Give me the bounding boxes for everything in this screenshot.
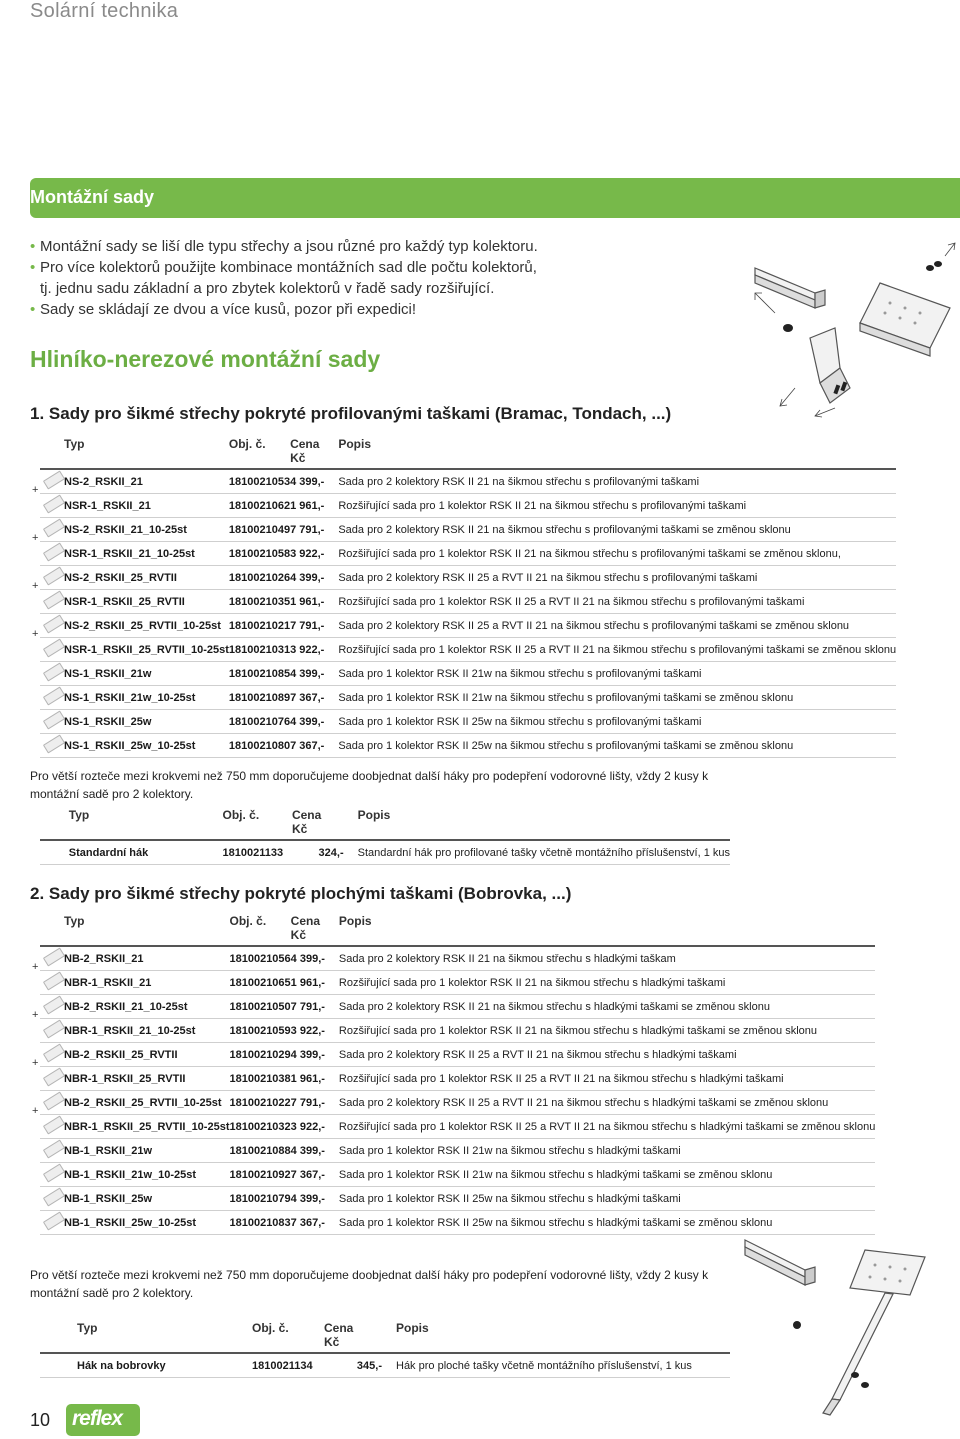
bullet-item: • Montážní sady se liší dle typu střechy a jsou různé pro každý typ kolektoru. [30,238,538,255]
row-obj: 1810021032 [229,1115,290,1139]
rail-thumbnail-icon [43,1211,65,1230]
table-row [40,1187,875,1211]
row-typ: NB-2_RSKII_21_10-25st [64,995,229,1019]
row-cena: 7 367,- [291,1211,339,1235]
table-row [40,710,896,734]
row-cena: 4 399,- [290,566,338,590]
section-title: Solární technika [30,0,179,22]
row-cena: 3 922,- [290,542,338,566]
table-row: Standardní hák 1810021133 324,- Standardní hák pro profilované tašky včetně montážního příslušenství, 1 kus [40,840,730,865]
rail-thumbnail-icon [43,566,65,585]
row-kit-icon [32,484,64,518]
row-obj: 1810021083 [229,1211,290,1235]
bullet-dot-icon: • [30,301,36,318]
row-typ: NSR-1_RSKII_21_10-25st [64,542,229,566]
rail-thumbnail-icon [43,734,65,753]
row-cena: 4 399,- [290,662,338,686]
row-kit-icon [40,946,64,971]
mounting-rail-illustration-icon [740,238,960,418]
row-typ: NS-2_RSKII_21 [64,469,229,494]
section-banner [30,178,960,218]
row-cena: 7 791,- [290,518,338,542]
row-popis: Rozšiřující sada pro 1 kolektor RSK II 21 na šikmou střechu s profilovanými taškami [338,494,896,518]
rail-thumbnail-icon [43,494,65,513]
plus-icon: + [32,484,39,496]
row-kit-icon [32,1105,64,1139]
row-kit-icon [32,532,64,566]
table-row [40,542,896,566]
table-row [40,995,875,1019]
rail-thumbnail-icon [43,995,65,1014]
rail-thumbnail-icon [43,590,65,609]
rail-thumbnail-icon [43,1139,65,1158]
row-obj: 1810021038 [229,1067,290,1091]
rail-thumbnail-icon [43,1163,65,1182]
row-popis: Rozšiřující sada pro 1 kolektor RSK II 21 na šikmou střechu s hladkými taškami se změnou sklonu [339,1019,875,1043]
plus-icon: + [32,1105,39,1117]
section1-table [32,437,897,758]
row-popis: Sada pro 2 kolektory RSK II 21 na šikmou střechu s hladkými taškami se změnou sklonu [339,995,875,1019]
plus-icon: + [32,1009,39,1021]
bullet-dot-icon: • [30,259,36,276]
subheading: Hliníko-nerezové montážní sady [30,346,381,372]
row-cena: 1 961,- [291,1067,339,1091]
table-row [40,590,896,614]
row-obj: 1810021029 [229,1043,290,1067]
section1-hook-table [40,808,730,865]
row-typ: NSR-1_RSKII_25_RVTII_10-25st [64,638,229,662]
bullet-continuation: tj. jednu sadu základní a pro zbytek kolektorů v řadě sady rozšiřující. [40,280,495,297]
table-row [40,518,896,542]
row-typ: NS-2_RSKII_25_RVTII_10-25st [64,614,229,638]
col-obj: Obj. č. [229,437,290,469]
row-popis: Sada pro 2 kolektory RSK II 25 a RVT II 21 na šikmou střechu s profilovanými taškami [338,566,896,590]
row-popis: Rozšiřující sada pro 1 kolektor RSK II 25 a RVT II 21 na šikmou střechu s hladkými taškami [339,1067,875,1091]
row-popis: Sada pro 2 kolektory RSK II 25 a RVT II 21 na šikmou střechu s hladkými taškami se změnou sklonu [339,1091,875,1115]
row-popis: Sada pro 2 kolektory RSK II 21 na šikmou střechu s profilovanými taškami se změnou sklonu [338,518,896,542]
row-obj: 1810021080 [229,734,290,758]
row-kit-icon [40,1211,64,1235]
row-cena: 4 399,- [290,469,338,494]
row-obj: 1810021076 [229,710,290,734]
plus-icon: + [32,1057,39,1069]
row-popis: Sada pro 1 kolektor RSK II 21w na šikmou střechu s profilovanými taškami [338,662,896,686]
row-cena: 1 961,- [290,590,338,614]
row-typ: NBR-1_RSKII_21_10-25st [64,1019,229,1043]
row-typ: NS-1_RSKII_21w [64,662,229,686]
hook-illustration-icon [735,1215,935,1425]
table-row [40,638,896,662]
row-cena: 3 922,- [291,1115,339,1139]
section2-hook-table [40,1321,730,1378]
row-kit-icon [40,566,64,590]
row-obj: 1810021021 [229,614,290,638]
intro-bullets [30,236,670,320]
col-cena: Cena Kč [290,437,338,469]
table-row [40,662,896,686]
rail-thumbnail-icon [43,1019,65,1038]
bullet-dot-icon: • [30,238,36,255]
row-kit-icon [40,662,64,686]
row-kit-icon [40,734,64,758]
row-obj: 1810021089 [229,686,290,710]
row-typ: NB-2_RSKII_21 [64,946,229,971]
row-cena: 4 399,- [290,710,338,734]
row-typ: NS-2_RSKII_25_RVTII [64,566,229,590]
row-typ: NBR-1_RSKII_25_RVTII_10-25st [64,1115,229,1139]
row-obj: 1810021026 [229,566,290,590]
row-cena: 1 961,- [291,971,339,995]
row-popis: Sada pro 1 kolektor RSK II 25w na šikmou střechu s profilovanými taškami se změnou sklonu [338,734,896,758]
rail-thumbnail-icon [43,1067,65,1086]
rail-thumbnail-icon [43,638,65,657]
row-popis: Sada pro 2 kolektory RSK II 25 a RVT II 21 na šikmou střechu s hladkými taškami [339,1043,875,1067]
row-typ: NB-1_RSKII_25w_10-25st [64,1211,229,1235]
table-row [40,1019,875,1043]
row-typ: NB-1_RSKII_25w [64,1187,229,1211]
row-typ: NS-1_RSKII_21w_10-25st [64,686,229,710]
rail-thumbnail-icon [43,1043,65,1062]
row-popis: Sada pro 1 kolektor RSK II 21w na šikmou střechu s hladkými taškami se změnou sklonu [339,1163,875,1187]
row-kit-icon [40,469,64,494]
table-row [40,1067,875,1091]
row-obj: 1810021053 [229,469,290,494]
row-popis: Sada pro 1 kolektor RSK II 25w na šikmou střechu s profilovanými taškami [338,710,896,734]
section2-title: 2. Sady pro šikmé střechy pokryté plochými taškami (Bobrovka, ...) [30,884,572,903]
row-popis: Sada pro 1 kolektor RSK II 25w na šikmou střechu s hladkými taškami [339,1187,875,1211]
row-typ: NB-2_RSKII_25_RVTII [64,1043,229,1067]
rail-thumbnail-icon [43,947,65,966]
row-cena: 4 399,- [291,946,339,971]
row-cena: 7 367,- [291,1163,339,1187]
row-kit-icon [40,614,64,638]
row-cena: 4 399,- [291,1187,339,1211]
row-typ: NS-1_RSKII_25w [64,710,229,734]
table-row [40,469,896,494]
col-typ: Typ [64,437,229,469]
plus-icon: + [32,532,39,544]
rail-thumbnail-icon [43,1091,65,1110]
row-kit-icon [32,580,64,614]
reflex-logo: reflex [66,1404,140,1436]
table-header [40,437,896,469]
rail-thumbnail-icon [43,971,65,990]
row-typ: NB-1_RSKII_21w [64,1139,229,1163]
plus-icon: + [32,961,39,973]
row-typ: NSR-1_RSKII_25_RVTII [64,590,229,614]
row-kit-icon [32,961,64,995]
table-row [40,1139,875,1163]
row-popis: Rozšiřující sada pro 1 kolektor RSK II 25 a RVT II 21 na šikmou střechu s profilovanými taškami se změnou sklonu [338,638,896,662]
table-header: Typ Obj. č. Cena Kč Popis [40,914,875,946]
row-obj: 1810021088 [229,1139,290,1163]
row-obj: 1810021049 [229,518,290,542]
row-popis: Rozšiřující sada pro 1 kolektor RSK II 21 na šikmou střechu s hladkými taškami [339,971,875,995]
table-row [40,686,896,710]
section2-note: Pro větší rozteče mezi krokvemi než 750 mm doporučujeme doobjednat další háky pro podepření vodorovné lišty, vždy 2 kusy k montážní sadě pro 2 kolektory. [30,1268,709,1300]
row-kit-icon [40,995,64,1019]
row-obj: 1810021065 [229,971,290,995]
row-obj: 1810021079 [229,1187,290,1211]
row-kit-icon [40,1163,64,1187]
table-row [40,971,875,995]
row-typ: NS-2_RSKII_21_10-25st [64,518,229,542]
row-kit-icon [40,710,64,734]
row-obj: 1810021085 [229,662,290,686]
table-row [40,946,875,971]
row-popis: Sada pro 2 kolektory RSK II 25 a RVT II 21 na šikmou střechu s profilovanými taškami se změnou sklonu [338,614,896,638]
row-obj: 1810021050 [229,995,290,1019]
row-popis: Rozšiřující sada pro 1 kolektor RSK II 21 na šikmou střechu s profilovanými taškami se změnou sklonu, [338,542,896,566]
table-row [40,1043,875,1067]
row-cena: 1 961,- [290,494,338,518]
row-kit-icon [32,1009,64,1043]
table-row [40,1115,875,1139]
rail-thumbnail-icon [43,614,65,633]
rail-thumbnail-icon [43,1115,65,1134]
row-popis: Sada pro 2 kolektory RSK II 21 na šikmou střechu s profilovanými taškami [338,469,896,494]
row-kit-icon [40,1091,64,1115]
row-cena: 7 367,- [290,686,338,710]
table-header: Typ Obj. č. Cena Kč Popis [40,808,730,840]
row-obj: 1810021031 [229,638,290,662]
row-typ: NB-1_RSKII_21w_10-25st [64,1163,229,1187]
plus-icon: + [32,628,39,640]
row-kit-icon [40,686,64,710]
row-popis: Rozšiřující sada pro 1 kolektor RSK II 25 a RVT II 21 na šikmou střechu s profilovanými taškami [338,590,896,614]
rail-thumbnail-icon [43,1187,65,1206]
rail-thumbnail-icon [43,542,65,561]
page-number: 10 [30,1410,51,1430]
table-header: Typ Obj. č. Cena Kč Popis [40,1321,730,1353]
row-obj: 1810021092 [229,1163,290,1187]
row-cena: 3 922,- [290,638,338,662]
table-row: Hák na bobrovky 1810021134 345,- Hák pro ploché tašky včetně montážního příslušenství, 1 kus [40,1353,730,1378]
bullet-item: • Sady se skládají ze dvou a více kusů, pozor při expedici! [30,301,417,318]
row-typ: NB-2_RSKII_25_RVTII_10-25st [64,1091,229,1115]
row-obj: 1810021056 [229,946,290,971]
col-popis: Popis [338,437,896,469]
table-row [40,566,896,590]
row-cena: 7 791,- [290,614,338,638]
row-popis: Sada pro 1 kolektor RSK II 21w na šikmou střechu s profilovanými taškami se změnou sklonu [338,686,896,710]
row-obj: 1810021035 [229,590,290,614]
row-cena: 7 367,- [290,734,338,758]
row-kit-icon [32,1057,64,1091]
rail-thumbnail-icon [43,470,65,489]
table-row [40,614,896,638]
row-typ: NBR-1_RSKII_21 [64,971,229,995]
row-obj: 1810021022 [229,1091,290,1115]
rail-thumbnail-icon [43,662,65,681]
table-row [40,734,896,758]
banner-title: Montážní sady [30,187,155,207]
row-popis: Sada pro 2 kolektory RSK II 21 na šikmou střechu s hladkými taškam [339,946,875,971]
row-typ: NSR-1_RSKII_21 [64,494,229,518]
row-popis: Rozšiřující sada pro 1 kolektor RSK II 25 a RVT II 21 na šikmou střechu s hladkými taškami se změnou sklonu [339,1115,875,1139]
row-cena: 7 791,- [291,1091,339,1115]
row-cena: 7 791,- [291,995,339,1019]
table-row [40,1163,875,1187]
row-typ: NS-1_RSKII_25w_10-25st [64,734,229,758]
row-kit-icon [40,1043,64,1067]
row-popis: Sada pro 1 kolektor RSK II 25w na šikmou střechu s hladkými taškami se změnou sklonu [339,1211,875,1235]
row-obj: 1810021059 [229,1019,290,1043]
bullet-item: • Pro více kolektorů použijte kombinace montážních sad dle počtu kolektorů, [30,259,537,276]
rail-thumbnail-icon [43,518,65,537]
section2-table [32,914,876,1235]
row-kit-icon [40,518,64,542]
rail-thumbnail-icon [43,710,65,729]
section1-note: Pro větší rozteče mezi krokvemi než 750 mm doporučujeme doobjednat další háky pro podepření vodorovné lišty, vždy 2 kusy k montážní sadě pro 2 kolektory. [30,769,709,801]
row-kit-icon [32,628,64,662]
plus-icon: + [32,580,39,592]
rail-thumbnail-icon [43,686,65,705]
row-obj: 1810021058 [229,542,290,566]
row-cena: 4 399,- [291,1043,339,1067]
row-kit-icon [40,1187,64,1211]
row-typ: NBR-1_RSKII_25_RVTII [64,1067,229,1091]
row-kit-icon [40,1139,64,1163]
row-cena: 4 399,- [291,1139,339,1163]
table-row [40,1091,875,1115]
table-row [40,494,896,518]
row-obj: 1810021062 [229,494,290,518]
section1-title: 1. Sady pro šikmé střechy pokryté profilovanými taškami (Bramac, Tondach, ...) [30,404,672,423]
row-cena: 3 922,- [291,1019,339,1043]
row-popis: Sada pro 1 kolektor RSK II 21w na šikmou střechu s hladkými taškami [339,1139,875,1163]
